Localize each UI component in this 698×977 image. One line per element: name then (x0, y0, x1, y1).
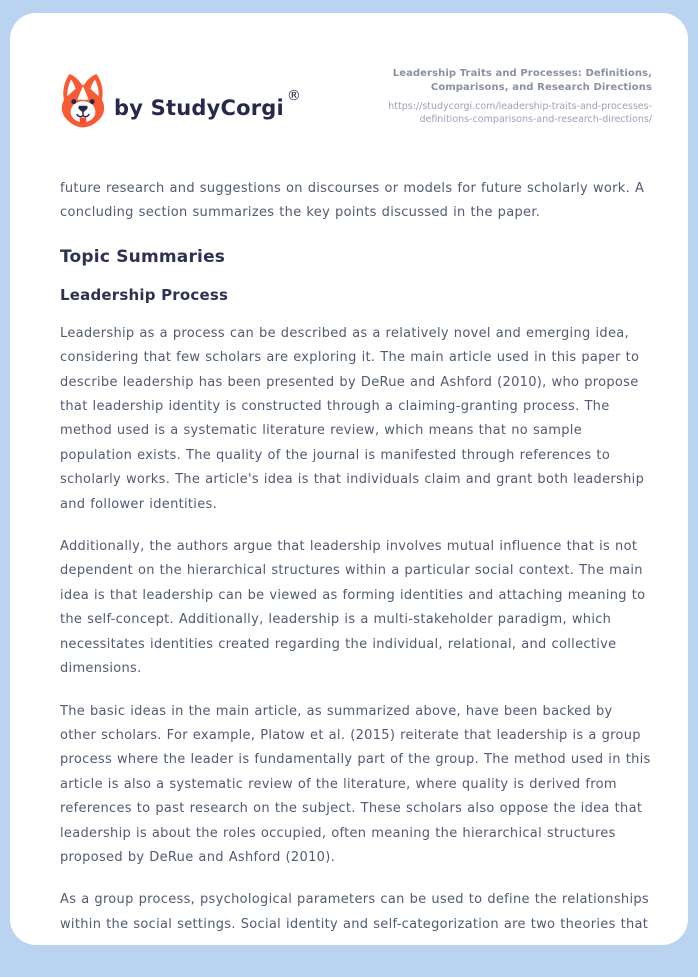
registered-trademark-icon: ® (286, 88, 301, 104)
body-paragraph: The basic ideas in the main article, as summarized above, have been backed by other scholars. For example, Platow et al. (2015) reiterate that leadership is a group process where the leader is fundamentally part of the group. The method used in this article is also a systematic review of the literature, where quality is derived from references to past research on the subject. These scholars also oppose the idea that leadership is about the roles occupied, often meaning the hierarchical structures proposed by DeRue and Ashford (2010). (60, 703, 651, 865)
document-meta (337, 67, 652, 126)
page-background (0, 13, 698, 977)
document-url-link[interactable]: https://studycorgi.com/leadership-traits-and-processes-definitions-comparisons-and-research-directions/ (388, 100, 652, 125)
document-title: Leadership Traits and Processes: Definitions, Comparisons, and Research Directions (392, 67, 652, 93)
corgi-logo-icon (60, 73, 106, 133)
document-header (60, 67, 652, 133)
brand-text: by StudyCorgi (114, 96, 284, 120)
document-card (10, 13, 688, 945)
intro-continuation-paragraph: future research and suggestions on discourses or models for future scholarly work. A concluding section summarizes the key points discussed in the paper. (60, 181, 645, 221)
subsection-heading-leadership-process: Leadership Process (60, 285, 229, 304)
brand-logo (60, 73, 301, 133)
body-paragraph: Leadership as a process can be described as a relatively novel and emerging idea, considering that few scholars are exploring it. The main article used in this paper to describe leadership has been presented by DeRue and Ashford (2010), who propose that leadership identity is constructed through a claiming-granting process. The method used is a systematic literature review, which means that no sample population exists. The quality of the journal is manifested through references to scholarly works. The article's idea is that individuals claim and grant both leadership and follower identities. (60, 325, 645, 512)
body-paragraph: As a group process, psychological parameters can be used to define the relationships within the social settings. Social identity and self-categorization are two theories that (60, 892, 649, 932)
body-paragraph: Additionally, the authors argue that leadership involves mutual influence that is not dependent on the hierarchical structures within a particular social context. The main idea is that leadership can be viewed as forming identities and attaching meaning to the self-concept. Additionally, leadership is a multi-stakeholder paradigm, which necessitates identities created regarding the individual, relational, and collective dimensions. (60, 539, 646, 677)
article-body (60, 177, 652, 937)
section-heading-topic-summaries: Topic Summaries (60, 246, 226, 267)
